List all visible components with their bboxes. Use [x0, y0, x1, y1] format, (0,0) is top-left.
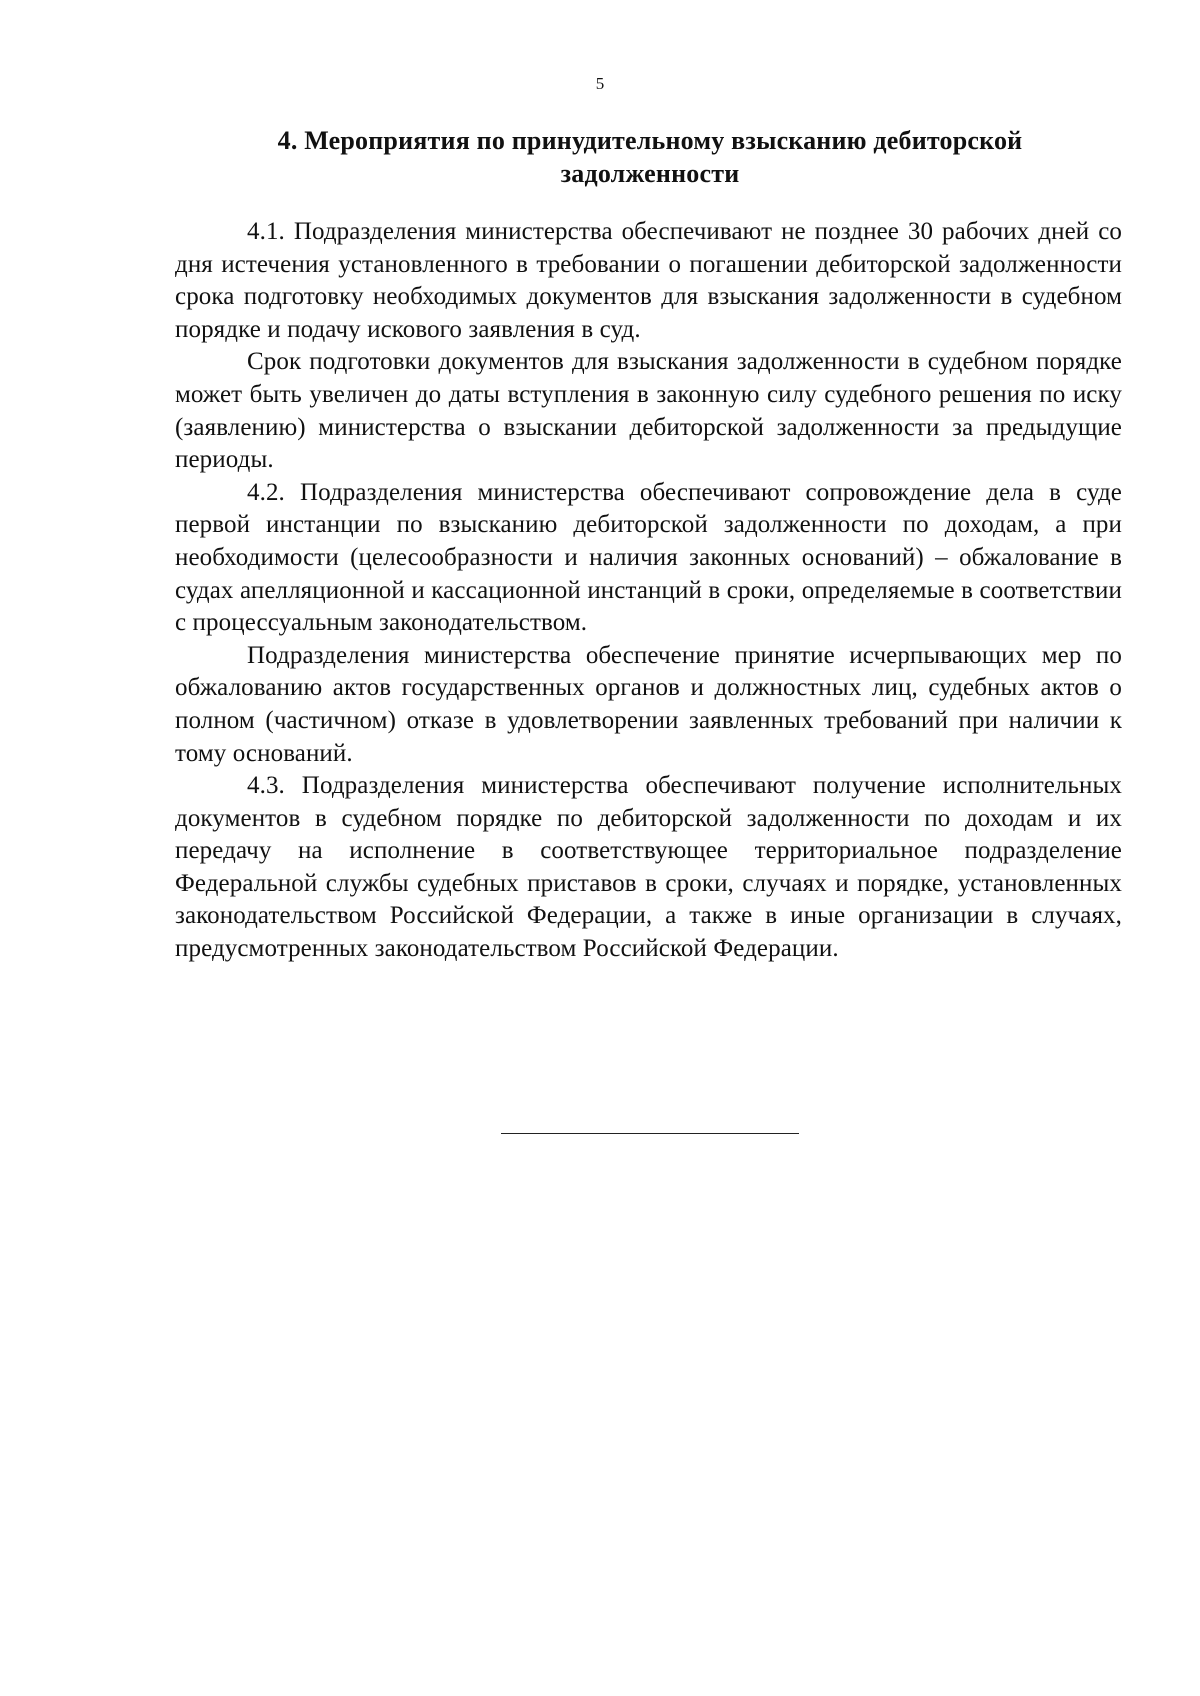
- document-body: [175, 216, 1122, 966]
- paragraph-appeal-measures: Подразделения министерства обеспечение принятие исчерпывающих мер по обжалованию актов государственных органов и должностных лиц, судебных актов о полном (частичном) отказе в удовлетворении заявленных требований при наличии к тому оснований.: [175, 641, 1122, 767]
- section-title: 4. Мероприятия по принудительному взысканию дебиторской задолженности: [277, 126, 1023, 188]
- end-of-document-line: [501, 1133, 799, 1134]
- paragraph-4-3: 4.3. Подразделения министерства обеспечивают получение исполнительных документов в судебном порядке по дебиторской задолженности по доходам и их передачу на исполнение в соответствующее территориальное подразделение Федеральной службы судебных приставов в сроки, случаях и порядке, установленных законодательством Российской Федерации, а также в иные организации в случаях, предусмотренных законодательством Российской Федерации.: [175, 772, 1122, 963]
- paragraph-4-2: 4.2. Подразделения министерства обеспечивают сопровождение дела в суде первой инстанции по взысканию дебиторской задолженности по доходам, а при необходимости (целесообразности и наличия законных оснований) – обжалование в судах апелляционной и кассационной инстанций в сроки, определяемые в соответствии с процессуальным законодательством.: [175, 478, 1122, 637]
- paragraph-4-1: 4.1. Подразделения министерства обеспечивают не позднее 30 рабочих дней со дня истечения установленного в требовании о погашении дебиторской задолженности срока подготовку необходимых документов для взыскания задолженности в судебном порядке и подачу искового заявления в суд.: [175, 218, 1122, 343]
- page-number: 5: [595, 74, 605, 93]
- paragraph-deadline-extension: Срок подготовки документов для взыскания задолженности в судебном порядке может быть увеличен до даты вступления в законную силу судебного решения по иску (заявлению) министерства о взыскании дебиторской задолженности за предыдущие периоды.: [175, 348, 1122, 474]
